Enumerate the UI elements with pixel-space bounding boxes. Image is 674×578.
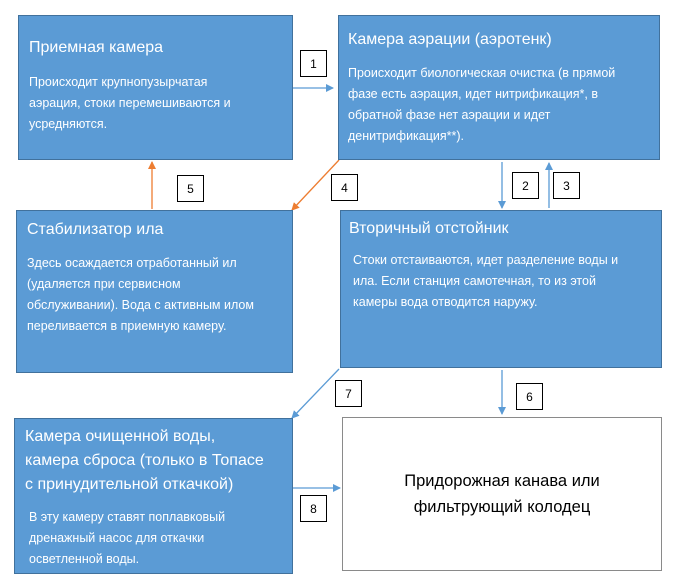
reception-chamber-title: Приемная камера <box>29 39 164 56</box>
step-label-6: 6 <box>516 383 543 410</box>
step-label-2: 2 <box>512 172 539 199</box>
sludge-stabilizer-title: Стабилизатор ила <box>27 221 164 238</box>
clean-water-chamber-desc: В эту камеру ставят поплавковый дренажный насос для откачки осветленной воды. <box>29 510 226 566</box>
aeration-chamber-title: Камера аэрации (аэротенк) <box>348 31 552 48</box>
clean-water-chamber-box <box>14 418 293 574</box>
arrow-7-settler-to-clean-water <box>292 369 339 418</box>
aeration-chamber-desc: Происходит биологическая очистка (в прямой фазе есть аэрация, идет нитрификация*, в обратной фазе нет аэрации и идет денитрификация**). <box>348 66 616 143</box>
secondary-settler-desc: Стоки отстаиваются, идет разделение воды и ила. Если станция самотечная, то из этой камеры вода отводится наружу. <box>353 253 619 309</box>
clean-water-chamber-title: Камера очищенной воды, камера сброса (только в Топасе с принудительной откачкой) <box>25 428 264 493</box>
step-label-7: 7 <box>335 380 362 407</box>
secondary-settler-title: Вторичный отстойник <box>349 220 509 237</box>
roadside-ditch-title: Придорожная канава или фильтрующий колодец <box>404 472 600 516</box>
step-label-3: 3 <box>553 172 580 199</box>
step-label-8: 8 <box>300 495 327 522</box>
sludge-stabilizer-desc: Здесь осаждается отработанный ил (удаляется при сервисном обслуживании). Вода с активным илом переливается в приемную камеру. <box>27 256 254 333</box>
secondary-settler-box <box>340 210 662 368</box>
step-label-5: 5 <box>177 175 204 202</box>
step-label-4: 4 <box>331 174 358 201</box>
step-label-1: 1 <box>300 50 327 77</box>
roadside-ditch-box <box>342 417 662 571</box>
sludge-stabilizer-box <box>16 210 293 373</box>
reception-chamber-box <box>18 15 293 160</box>
reception-chamber-desc: Происходит крупнопузырчатая аэрация, стоки перемешиваются и усредняются. <box>29 75 231 131</box>
aeration-chamber-box <box>338 15 660 160</box>
